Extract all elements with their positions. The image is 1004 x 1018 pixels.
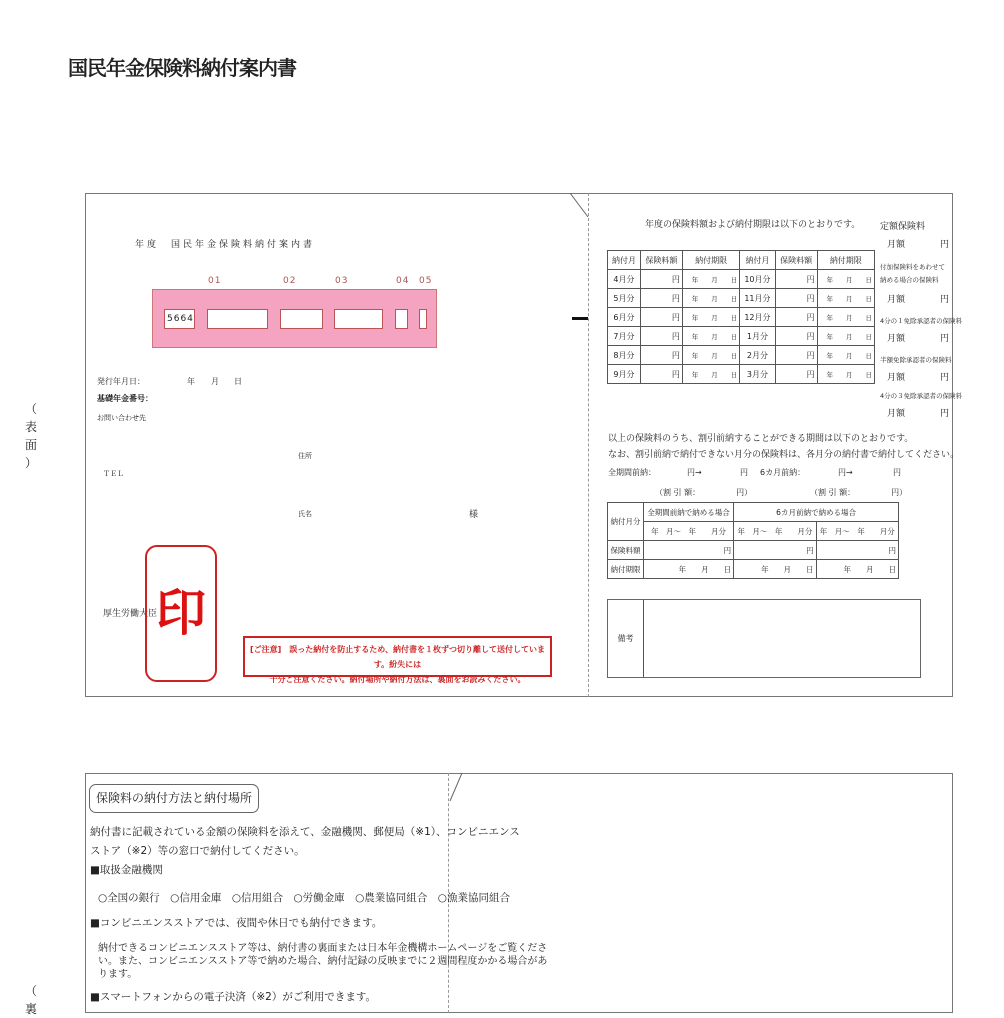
code-label: 01 [208,276,222,286]
year-label: 年 [187,377,195,386]
schedule-cell: 年 月 日 [682,289,739,308]
schedule-row [608,346,875,365]
schedule-cell: 1月分 [740,327,775,346]
range-cell: 年 月～ 年 月分 [816,522,898,541]
name-label: 氏名 [298,510,312,518]
schedule-cell: 円 [775,365,817,384]
amount-arrow: 円→ [838,468,853,477]
form-subtitle: 年度 国民年金保険料納付案内書 [135,240,316,250]
schedule-cell: 10月分 [740,270,775,289]
schedule-cell: 3月分 [740,365,775,384]
yen-label: 円 [940,240,950,250]
amount-cell: 円 [816,541,898,560]
row-label: 納付期限 [608,560,644,579]
schedule-cell: 11月分 [740,289,775,308]
schedule-cell: 年 月 日 [817,346,874,365]
body-text: い。また、コンビニエンスストア等で納めた場合、納付記録の反映までに２週間程度かかる場合があ [98,956,548,967]
row-label: 保険料額 [608,541,644,560]
front-side-label: （ 表 面 ） [24,402,37,470]
schedule-row [608,308,875,327]
month-label: 月 [211,377,219,386]
schedule-cell: 円 [640,289,682,308]
schedule-cell: 円 [640,365,682,384]
schedule-row [608,365,875,384]
code-field-1 [207,309,268,329]
contact-label: お問い合わせ先 [97,414,146,422]
schedule-cell: 円 [640,308,682,327]
deadline-cell: 年 月 日 [644,560,734,579]
schedule-cell: 年 月 日 [682,270,739,289]
deadline-cell: 年 月 日 [734,560,816,579]
header-cell: 納付期限 [682,251,739,270]
body-text: ります。 [98,969,138,980]
premium-note: 付加保険料をあわせて [880,263,945,271]
body-text: 納付書に記載されている金額の保険料を添えて、金融機関、郵便局（※1）、コンビニエンス [90,826,520,838]
section-heading: ■コンビニエンスストアでは、夜間や休日でも納付できます。 [90,917,383,929]
premium-note: 4分の３免除承認者の保険料 [880,392,963,400]
honorific: 様 [469,510,479,520]
notice-line: 十分ご注意ください。納付場所や納付方法は、裏面をお読みください。 [269,675,526,684]
schedule-cell: 円 [775,327,817,346]
code-field-4 [395,309,408,329]
schedule-cell: 8月分 [608,346,641,365]
tel-label: ＴＥＬ [103,470,124,478]
yen-label: 円 [940,334,950,344]
schedule-cell: 円 [775,270,817,289]
discount-label: （割 引 額： 円） [655,488,753,497]
amount-cell: 円 [644,541,734,560]
fixed-premium-label: 定額保険料 [880,222,926,232]
code-label: 03 [335,276,349,286]
issue-date-label: 発行年月日： [97,377,145,386]
premium-note: 半額免除承認者の保険料 [880,356,952,364]
body-text: 納付できるコンビニエンスストア等は、納付書の裏面または日本年金機構ホームページをご覧くださ [98,943,548,954]
fold-mark [568,193,590,218]
schedule-cell: 円 [640,327,682,346]
schedule-row [608,289,875,308]
schedule-cell: 年 月 日 [682,365,739,384]
section-title: 保険料の納付方法と納付場所 [89,784,259,813]
section-heading: ■スマートフォンからの電子決済（※2）がご利用できます。 [90,991,377,1003]
schedule-cell: 円 [775,346,817,365]
code-field-2 [280,309,323,329]
schedule-cell: 年 月 日 [817,308,874,327]
schedule-row [608,270,875,289]
full-prepay-label: 全期間前納： [608,468,656,477]
schedule-cell: 円 [775,308,817,327]
schedule-cell: 円 [775,289,817,308]
perforation-line [588,193,589,697]
remarks-box [607,599,921,678]
schedule-cell: 9月分 [608,365,641,384]
header-cell: 納付月 [608,251,641,270]
yen-label: 円 [940,409,950,419]
schedule-cell: 年 月 日 [817,289,874,308]
schedule-cell: 年 月 日 [817,327,874,346]
header-cell: 納付期限 [817,251,874,270]
code-field-5 [419,309,427,329]
yen-label: 円 [940,295,950,305]
header-cell: 6カ月前納で納める場合 [734,503,899,522]
yen-label: 円 [940,373,950,383]
discount-label: （割 引 額： 円） [810,488,908,497]
schedule-cell: 6月分 [608,308,641,327]
pension-number-label: 基礎年金番号： [97,394,153,403]
schedule-cell: 7月分 [608,327,641,346]
header-cell: 全期間前納で納める場合 [644,503,734,522]
address-label: 住所 [298,452,312,460]
code-label: 04 [396,276,410,286]
page-title: 国民年金保険料納付案内書 [68,56,296,80]
header-cell: 保険料額 [640,251,682,270]
notice-line: [ご注意] 誤った納付を防止するため、納付書を１枚ずつ切り離して送付しています。紛失には [250,645,545,669]
fold-mark [448,773,464,803]
yen-label: 円 [740,468,748,477]
official-seal: 印 [145,545,217,682]
remarks-label: 備考 [608,600,644,677]
monthly-label: 月額 [887,409,906,419]
notice-box [243,636,552,684]
monthly-label: 月額 [887,295,906,305]
schedule-table [607,250,875,384]
code-label: 05 [419,276,433,286]
header-cell: 納付月分 [608,503,644,541]
prepay-text: 以上の保険料のうち、割引前納することができる期間は以下のとおりです。 [608,434,914,444]
bank-list: ○全国の銀行 ○信用金庫 ○信用組合 ○労働金庫 ○農業協同組合 ○漁業協同組合 [98,892,510,904]
schedule-cell: 円 [640,346,682,365]
day-label: 日 [234,377,242,386]
schedule-row [608,327,875,346]
schedule-cell: 円 [640,270,682,289]
premium-note: 納める場合の保険料 [880,276,939,284]
amount-arrow: 円→ [687,468,702,477]
schedule-cell: 年 月 日 [817,365,874,384]
six-month-prepay-label: 6カ月前納： [760,468,806,477]
schedule-cell: 年 月 日 [682,346,739,365]
deadline-cell: 年 月 日 [816,560,898,579]
range-cell: 年 月～ 年 月分 [644,522,734,541]
minister-label: 厚生労働大臣 [103,609,158,619]
monthly-label: 月額 [887,373,906,383]
prepay-table [607,502,899,579]
schedule-cell: 4月分 [608,270,641,289]
section-heading: ■取扱金融機関 [90,864,163,876]
amount-cell: 円 [734,541,816,560]
schedule-cell: 年 月 日 [682,327,739,346]
code-panel [152,289,437,348]
premium-note: 4分の１免除承認者の保険料 [880,317,963,325]
header-cell: 保険料額 [775,251,817,270]
monthly-label: 月額 [887,334,906,344]
code-field-3 [334,309,383,329]
body-text: ストア（※2）等の窓口で納付してください。 [90,845,305,857]
back-side-label: （ 裏 [24,984,37,1016]
schedule-cell: 年 月 日 [817,270,874,289]
range-cell: 年 月～ 年 月分 [734,522,816,541]
prepay-text: なお、割引前納で納付できない月分の保険料は、各月分の納付書で納付してください。 [608,450,960,460]
code-label: 02 [283,276,297,286]
code-field-0: 5664 [164,309,195,329]
cut-mark [572,317,588,320]
schedule-cell: 2月分 [740,346,775,365]
yen-label: 円 [893,468,901,477]
header-cell: 納付月 [740,251,775,270]
schedule-heading: 年度の保険料額および納付期限は以下のとおりです。 [645,220,861,230]
schedule-cell: 12月分 [740,308,775,327]
schedule-cell: 年 月 日 [682,308,739,327]
schedule-cell: 5月分 [608,289,641,308]
monthly-label: 月額 [887,240,906,250]
